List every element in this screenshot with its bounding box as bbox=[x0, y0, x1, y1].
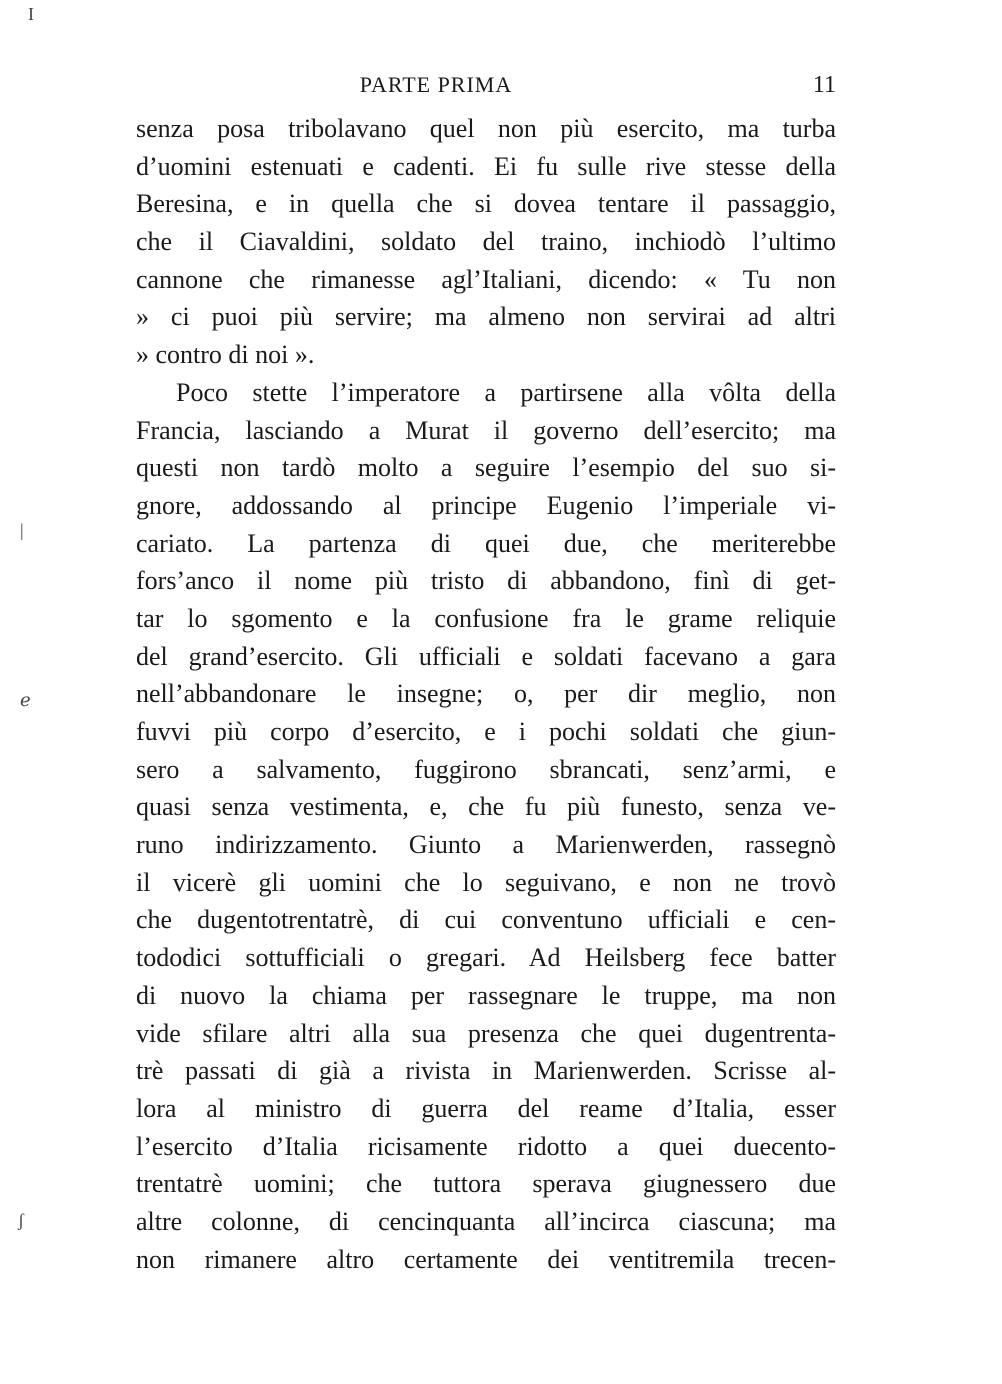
margin-mark-mid1: | bbox=[20, 520, 24, 540]
text-line: nell’abbandonare le insegne; o, per dir meglio, non bbox=[136, 679, 836, 709]
text-line: Poco stette l’imperatore a partirsene alla vôlta della bbox=[176, 377, 836, 407]
text-line: di nuovo la chiama per rassegnare le truppe, ma non bbox=[136, 980, 836, 1010]
text-line: tododici sottufficiali o gregari. Ad Heilsberg fece batter bbox=[136, 943, 836, 973]
text-line: runo indirizzamento. Giunto a Marienwerden, rassegnò bbox=[136, 830, 836, 860]
text-line: sero a salvamento, fuggirono sbrancati, senz’armi, e bbox=[136, 754, 836, 784]
margin-mark-top: I bbox=[28, 4, 34, 24]
text-line: cannone che rimanesse agl’Italiani, dicendo: « Tu non bbox=[136, 264, 836, 294]
text-line: questi non tardò molto a seguire l’esempio del suo si- bbox=[136, 453, 836, 483]
text-line: che il Ciavaldini, soldato del traino, inchiodò l’ultimo bbox=[136, 227, 836, 257]
text-line: Francia, lasciando a Murat il governo dell’esercito; ma bbox=[136, 415, 836, 445]
text-line: il vicerè gli uomini che lo seguivano, e non ne trovò bbox=[136, 867, 836, 897]
text-line: quasi senza vestimenta, e, che fu più funesto, senza ve- bbox=[136, 792, 836, 822]
text-line: Beresina, e in quella che si dovea tentare il passaggio, bbox=[136, 189, 836, 219]
text-line: trè passati di già a rivista in Marienwerden. Scrisse al- bbox=[136, 1056, 836, 1086]
text-line: fuvvi più corpo d’esercito, e i pochi soldati che giun- bbox=[136, 717, 836, 746]
running-title: PARTE PRIMA bbox=[359, 72, 513, 97]
text-line: trentatrè uomini; che tuttora sperava giugnessero due bbox=[136, 1169, 836, 1199]
text-line: senza posa tribolavano quel non più esercito, ma turba bbox=[136, 114, 836, 143]
text-line: d’uomini estenuati e cadenti. Ei fu sulle rive stesse della bbox=[136, 151, 836, 181]
text-line: che dugentotrentatrè, di cui conventuno ufficiali e cen- bbox=[136, 905, 836, 935]
text-line: » ci puoi più servire; ma almeno non servirai ad altri bbox=[136, 302, 836, 332]
text-line: tar lo sgomento e la confusione fra le grame reliquie bbox=[136, 603, 836, 633]
text-line: » contro di noi ». bbox=[136, 340, 315, 370]
page-number: 11 bbox=[812, 72, 836, 98]
text-line: fors’anco il nome più tristo di abbandono, finì di get- bbox=[136, 566, 836, 596]
text-line: l’esercito d’Italia ricisamente ridotto a quei duecento- bbox=[136, 1131, 836, 1161]
text-line: gnore, addossando al principe Eugenio l’imperiale vi- bbox=[136, 490, 836, 520]
margin-mark-mid2: ℯ bbox=[20, 690, 31, 710]
body-text bbox=[136, 110, 836, 1278]
text-line: lora al ministro di guerra del reame d’Italia, esser bbox=[136, 1093, 836, 1123]
text-line: cariato. La partenza di quei due, che meriterebbe bbox=[136, 528, 836, 558]
text-line: vide sfilare altri alla sua presenza che quei dugentrenta- bbox=[136, 1018, 836, 1048]
text-line: del grand’esercito. Gli ufficiali e soldati facevano a gara bbox=[136, 641, 836, 671]
running-head bbox=[136, 66, 836, 106]
text-line: altre colonne, di cencinquanta all’incirca ciascuna; ma bbox=[136, 1206, 836, 1236]
text-line: non rimanere altro certamente dei ventitremila trecen- bbox=[136, 1244, 836, 1274]
margin-mark-low: ʃ bbox=[18, 1210, 24, 1230]
